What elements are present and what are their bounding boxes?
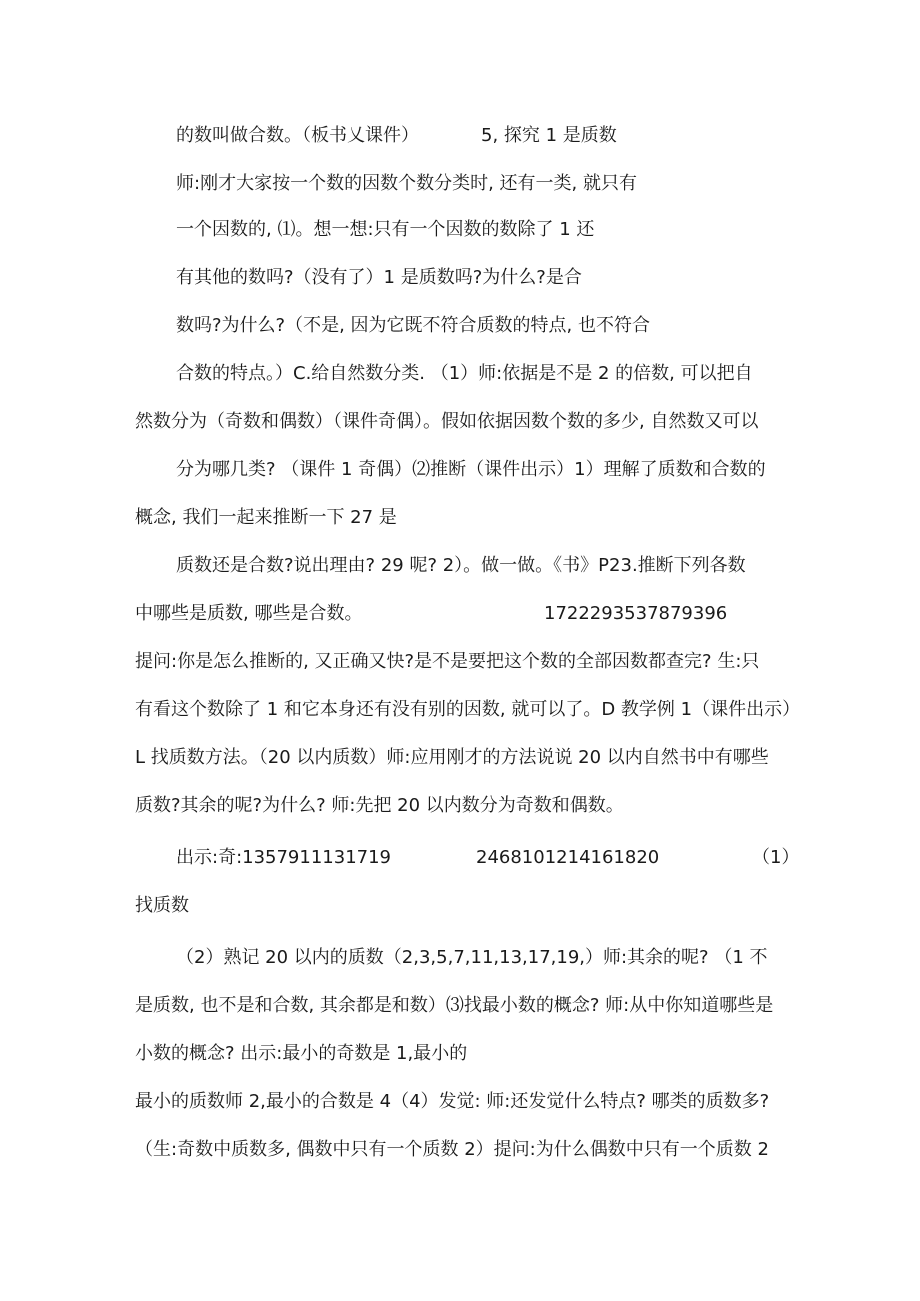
text-line: 然数分为（奇数和偶数）（课件奇偶）。假如依据因数个数的多少, 自然数又可以 bbox=[135, 411, 759, 432]
text-line: 提问:你是怎么推断的, 又正确又快?是不是要把这个数的全部因数都查完? 生:只 bbox=[135, 651, 760, 672]
text-line: 有其他的数吗?（没有了）1 是质数吗?为什么?是合 bbox=[176, 267, 582, 288]
text-line: 中哪些是质数, 哪些是合数。 bbox=[135, 603, 363, 624]
text-line: （2）熟记 20 以内的质数（2,3,5,7,11,13,17,19,）师:其余的呢? （1 不 bbox=[176, 947, 768, 968]
text-line: （生:奇数中质数多, 偶数中只有一个质数 2）提问:为什么偶数中只有一个质数 2 bbox=[135, 1139, 769, 1160]
text-line: 一个因数的, ⑴。想一想:只有一个因数的数除了 1 还 bbox=[176, 219, 595, 240]
text-line: 分为哪几类? （课件 1 奇偶）⑵推断（课件出示）1）理解了质数和合数的 bbox=[176, 459, 766, 480]
text-line: 概念, 我们一起来推断一下 27 是 bbox=[135, 507, 397, 528]
even-numbers: 2468101214161820 bbox=[476, 847, 660, 868]
text-line: 小数的概念? 出示:最小的奇数是 1,最小的 bbox=[135, 1043, 468, 1064]
text-line: 有看这个数除了 1 和它本身还有没有别的因数, 就可以了。D 教学例 1（课件出示） bbox=[135, 699, 801, 720]
text-line: 数吗?为什么?（不是, 因为它既不符合质数的特点, 也不符合 bbox=[176, 315, 650, 336]
odd-numbers: 出示:奇:1357911131719 bbox=[176, 847, 392, 868]
text-line: 质数还是合数?说出理由? 29 呢? 2）。做一做。《书》P23.推断下列各数 bbox=[176, 555, 746, 576]
text-line: 5, 探究 1 是质数 bbox=[481, 125, 617, 146]
text-line: 最小的质数师 2,最小的合数是 4（4）发觉: 师:还发觉什么特点? 哪类的质数多? bbox=[135, 1091, 770, 1112]
text-line: 质数?其余的呢?为什么? 师:先把 20 以内数分为奇数和偶数。 bbox=[135, 795, 624, 816]
item-number: （1） bbox=[752, 847, 800, 868]
text-line: 找质数 bbox=[135, 895, 189, 916]
text-line: 的数叫做合数。（板书乂课件） bbox=[176, 125, 419, 146]
text-line: 合数的特点。）C.给自然数分类. （1）师:依据是不是 2 的倍数, 可以把自 bbox=[176, 363, 753, 384]
text-line: 师:刚才大家按一个数的因数个数分类时, 还有一类, 就只有 bbox=[176, 173, 637, 194]
text-line: 是质数, 也不是和合数, 其余都是和数）⑶找最小数的概念? 师:从中你知道哪些是 bbox=[135, 995, 774, 1016]
text-line: L 找质数方法。（20 以内质数）师:应用刚才的方法说说 20 以内自然书中有哪些 bbox=[135, 747, 769, 768]
number-sequence: 1722293537879396 bbox=[544, 603, 728, 624]
